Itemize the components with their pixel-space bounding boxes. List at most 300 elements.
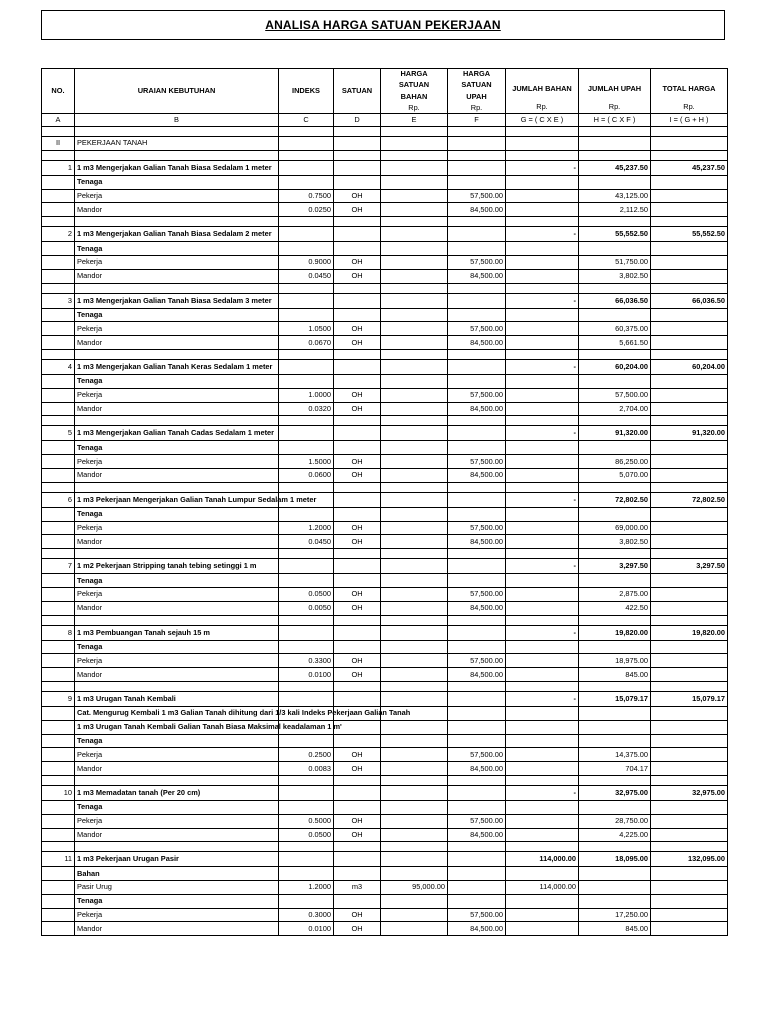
resource-satuan: OH (334, 336, 381, 350)
empty-cell (279, 349, 334, 359)
empty-cell (381, 625, 448, 640)
resource-jumlah-upah: 2,112.50 (579, 203, 651, 217)
empty-cell (381, 482, 448, 492)
empty-cell (579, 175, 651, 189)
item-jumlah-upah: 55,552.50 (579, 227, 651, 242)
table-row (42, 535, 728, 549)
resource-indeks: 0.0100 (279, 668, 334, 682)
item-row (42, 359, 728, 374)
empty-cell (651, 654, 728, 668)
resource-indeks: 0.2500 (279, 748, 334, 762)
empty-cell (651, 127, 728, 137)
empty-cell (651, 416, 728, 426)
empty-cell (448, 559, 506, 574)
empty-cell (651, 283, 728, 293)
resource-satuan: OH (334, 189, 381, 203)
empty-cell (448, 720, 506, 734)
group-row (42, 894, 728, 908)
empty-cell (42, 482, 75, 492)
empty-cell (75, 482, 279, 492)
item-jumlah-upah: 60,204.00 (579, 359, 651, 374)
header-satuan: SATUAN (334, 69, 381, 114)
empty-cell (42, 535, 75, 549)
empty-cell (279, 175, 334, 189)
empty-cell (42, 388, 75, 402)
resource-harga-bahan (381, 587, 448, 601)
empty-cell (506, 441, 579, 455)
empty-cell (334, 492, 381, 507)
empty-cell (651, 668, 728, 682)
empty-cell (279, 416, 334, 426)
resource-harga-bahan (381, 468, 448, 482)
group-row (42, 867, 728, 881)
empty-cell (381, 681, 448, 691)
empty-cell (381, 615, 448, 625)
empty-cell (279, 775, 334, 785)
table-row (42, 748, 728, 762)
resource-name: Mandor (75, 402, 279, 416)
resource-harga-bahan (381, 255, 448, 269)
empty-cell (579, 150, 651, 160)
empty-cell (42, 654, 75, 668)
resource-jumlah-upah: 69,000.00 (579, 521, 651, 535)
column-letter: E (381, 114, 448, 127)
resource-name: Mandor (75, 468, 279, 482)
resource-satuan: OH (334, 668, 381, 682)
resource-name: Mandor (75, 762, 279, 776)
empty-cell (279, 691, 334, 706)
empty-cell (651, 908, 728, 922)
empty-cell (381, 867, 448, 881)
group-row (42, 734, 728, 748)
empty-cell (448, 359, 506, 374)
group-row (42, 308, 728, 322)
resource-harga-upah: 57,500.00 (448, 388, 506, 402)
item-row (42, 426, 728, 441)
resource-harga-bahan (381, 203, 448, 217)
resource-harga-upah: 57,500.00 (448, 814, 506, 828)
empty-cell (448, 852, 506, 867)
resource-jumlah-upah: 4,225.00 (579, 828, 651, 842)
empty-cell (42, 842, 75, 852)
empty-cell (334, 227, 381, 242)
empty-cell (381, 720, 448, 734)
resource-jumlah-upah: 86,250.00 (579, 455, 651, 469)
empty-cell (448, 800, 506, 814)
group-row (42, 175, 728, 189)
table-row (42, 922, 728, 936)
empty-cell (448, 734, 506, 748)
empty-cell (75, 150, 279, 160)
item-total: 132,095.00 (651, 852, 728, 867)
resource-indeks: 1.2000 (279, 881, 334, 895)
resource-indeks: 0.0250 (279, 203, 334, 217)
table-row (42, 189, 728, 203)
empty-cell (279, 293, 334, 308)
resource-satuan: OH (334, 535, 381, 549)
empty-cell (334, 349, 381, 359)
empty-cell (506, 894, 579, 908)
empty-cell (506, 349, 579, 359)
spacer-row (42, 416, 728, 426)
item-description: 1 m3 Mengerjakan Galian Tanah Biasa Sedalam 2 meter (75, 227, 279, 242)
empty-cell (651, 308, 728, 322)
empty-cell (75, 127, 279, 137)
item-number: 11 (42, 852, 75, 867)
empty-cell (42, 881, 75, 895)
empty-cell (42, 255, 75, 269)
empty-cell (42, 269, 75, 283)
item-jumlah-upah: 3,297.50 (579, 559, 651, 574)
resource-satuan: OH (334, 468, 381, 482)
empty-cell (279, 127, 334, 137)
item-row (42, 293, 728, 308)
group-row (42, 374, 728, 388)
resource-satuan: OH (334, 455, 381, 469)
item-jumlah-bahan: - (506, 426, 579, 441)
resource-jumlah-upah: 60,375.00 (579, 322, 651, 336)
item-jumlah-upah: 32,975.00 (579, 785, 651, 800)
item-number: 7 (42, 559, 75, 574)
empty-cell (579, 283, 651, 293)
empty-cell (334, 150, 381, 160)
item-number: 6 (42, 492, 75, 507)
empty-cell (334, 426, 381, 441)
empty-cell (279, 150, 334, 160)
resource-harga-bahan: 95,000.00 (381, 881, 448, 895)
empty-cell (42, 922, 75, 936)
resource-satuan: OH (334, 402, 381, 416)
empty-cell (42, 217, 75, 227)
item-jumlah-bahan: - (506, 691, 579, 706)
empty-cell (381, 640, 448, 654)
item-note: Cat. Mengurug Kembali 1 m3 Galian Tanah dihitung dari 1/3 kali Indeks Pekerjaan Galian Tanah (75, 706, 279, 720)
empty-cell (279, 785, 334, 800)
column-letter: F (448, 114, 506, 127)
empty-cell (506, 416, 579, 426)
item-description: 1 m3 Mengerjakan Galian Tanah Keras Sedalam 1 meter (75, 359, 279, 374)
empty-cell (651, 203, 728, 217)
empty-cell (651, 441, 728, 455)
empty-cell (651, 762, 728, 776)
empty-cell (334, 127, 381, 137)
resource-harga-bahan (381, 402, 448, 416)
empty-cell (506, 574, 579, 588)
item-total: 19,820.00 (651, 625, 728, 640)
resource-satuan: OH (334, 255, 381, 269)
empty-cell (381, 507, 448, 521)
resource-indeks: 0.0450 (279, 535, 334, 549)
group-row (42, 574, 728, 588)
empty-cell (579, 574, 651, 588)
table-row (42, 322, 728, 336)
header-total-harga: TOTAL HARGA Rp. (651, 69, 728, 114)
item-total: 15,079.17 (651, 691, 728, 706)
empty-cell (279, 283, 334, 293)
empty-cell (448, 160, 506, 175)
empty-cell (381, 374, 448, 388)
resource-harga-bahan (381, 269, 448, 283)
empty-cell (579, 681, 651, 691)
resource-indeks: 0.0320 (279, 402, 334, 416)
resource-satuan: OH (334, 814, 381, 828)
resource-harga-upah: 57,500.00 (448, 587, 506, 601)
item-total: 66,036.50 (651, 293, 728, 308)
page-title-box (41, 10, 725, 40)
empty-cell (334, 559, 381, 574)
empty-cell (75, 681, 279, 691)
table-row (42, 762, 728, 776)
resource-harga-bahan (381, 762, 448, 776)
empty-cell (381, 492, 448, 507)
empty-cell (279, 374, 334, 388)
empty-cell (506, 308, 579, 322)
resource-harga-bahan (381, 601, 448, 615)
table-row (42, 654, 728, 668)
empty-cell (506, 283, 579, 293)
resource-harga-upah: 84,500.00 (448, 535, 506, 549)
empty-cell (381, 416, 448, 426)
empty-cell (448, 640, 506, 654)
item-jumlah-upah: 19,820.00 (579, 625, 651, 640)
empty-cell (579, 441, 651, 455)
empty-cell (448, 615, 506, 625)
empty-cell (334, 615, 381, 625)
resource-name: Mandor (75, 922, 279, 936)
resource-jumlah-bahan (506, 814, 579, 828)
resource-harga-upah: 57,500.00 (448, 748, 506, 762)
empty-cell (651, 482, 728, 492)
item-jumlah-upah: 91,320.00 (579, 426, 651, 441)
empty-cell (579, 894, 651, 908)
column-letter: A (42, 114, 75, 127)
empty-cell (651, 922, 728, 936)
empty-cell (506, 127, 579, 137)
table-row (42, 388, 728, 402)
item-row (42, 625, 728, 640)
empty-cell (506, 720, 579, 734)
item-jumlah-upah: 66,036.50 (579, 293, 651, 308)
empty-cell (381, 160, 448, 175)
spacer-row (42, 775, 728, 785)
resource-harga-bahan (381, 668, 448, 682)
header-jumlah-upah: JUMLAH UPAH Rp. (579, 69, 651, 114)
column-letter: C (279, 114, 334, 127)
empty-cell (448, 227, 506, 242)
resource-harga-bahan (381, 828, 448, 842)
empty-cell (448, 625, 506, 640)
resource-harga-bahan (381, 535, 448, 549)
empty-cell (448, 842, 506, 852)
resource-harga-bahan (381, 189, 448, 203)
resource-satuan: OH (334, 654, 381, 668)
item-number: 1 (42, 160, 75, 175)
group-label: Tenaga (75, 574, 279, 588)
resource-harga-upah: 57,500.00 (448, 189, 506, 203)
empty-cell (334, 785, 381, 800)
item-description: 1 m3 Pembuangan Tanah sejauh 15 m (75, 625, 279, 640)
item-jumlah-upah: 45,237.50 (579, 160, 651, 175)
empty-cell (334, 374, 381, 388)
table-row (42, 336, 728, 350)
item-jumlah-bahan: - (506, 359, 579, 374)
empty-cell (279, 549, 334, 559)
resource-jumlah-upah: 422.50 (579, 601, 651, 615)
empty-cell (381, 549, 448, 559)
item-description: 1 m3 Mengerjakan Galian Tanah Biasa Sedalam 3 meter (75, 293, 279, 308)
resource-jumlah-bahan (506, 269, 579, 283)
resource-indeks: 0.0050 (279, 601, 334, 615)
empty-cell (448, 374, 506, 388)
group-row (42, 507, 728, 521)
resource-satuan: OH (334, 203, 381, 217)
item-total: 91,320.00 (651, 426, 728, 441)
header-row (42, 69, 728, 114)
empty-cell (381, 283, 448, 293)
empty-cell (448, 217, 506, 227)
resource-harga-upah: 57,500.00 (448, 455, 506, 469)
empty-cell (334, 681, 381, 691)
empty-cell (279, 359, 334, 374)
empty-cell (42, 800, 75, 814)
resource-jumlah-bahan (506, 535, 579, 549)
empty-cell (334, 242, 381, 256)
empty-cell (448, 308, 506, 322)
empty-cell (279, 574, 334, 588)
empty-cell (651, 894, 728, 908)
resource-jumlah-bahan (506, 336, 579, 350)
item-jumlah-upah: 15,079.17 (579, 691, 651, 706)
item-note: 1 m3 Urugan Tanah Kembali Galian Tanah Biasa Maksimal keadalaman 1 m' (75, 720, 279, 734)
empty-cell (381, 852, 448, 867)
item-jumlah-upah: 72,802.50 (579, 492, 651, 507)
resource-indeks: 1.0000 (279, 388, 334, 402)
empty-cell (651, 402, 728, 416)
empty-cell (448, 574, 506, 588)
empty-cell (448, 426, 506, 441)
resource-harga-bahan (381, 922, 448, 936)
empty-cell (42, 601, 75, 615)
header-harga-upah: HARGA SATUAN UPAH Rp. (448, 69, 506, 114)
item-jumlah-bahan: - (506, 227, 579, 242)
empty-cell (42, 894, 75, 908)
resource-jumlah-bahan (506, 255, 579, 269)
item-jumlah-bahan: - (506, 785, 579, 800)
resource-harga-bahan (381, 908, 448, 922)
resource-harga-upah: 84,500.00 (448, 668, 506, 682)
group-label: Tenaga (75, 175, 279, 189)
empty-cell (42, 127, 75, 137)
empty-cell (579, 416, 651, 426)
empty-cell (651, 681, 728, 691)
empty-cell (42, 549, 75, 559)
empty-cell (42, 374, 75, 388)
empty-cell (651, 507, 728, 521)
empty-cell (506, 549, 579, 559)
empty-cell (334, 734, 381, 748)
empty-cell (579, 242, 651, 256)
empty-cell (448, 349, 506, 359)
empty-cell (279, 227, 334, 242)
empty-cell (42, 507, 75, 521)
table-row (42, 468, 728, 482)
empty-cell (651, 322, 728, 336)
spacer-row (42, 217, 728, 227)
empty-cell (334, 625, 381, 640)
empty-cell (651, 734, 728, 748)
resource-harga-bahan (381, 322, 448, 336)
empty-cell (448, 242, 506, 256)
empty-cell (651, 242, 728, 256)
table-row (42, 814, 728, 828)
header-uraian: URAIAN KEBUTUHAN (75, 69, 279, 114)
empty-cell (279, 160, 334, 175)
empty-cell (651, 521, 728, 535)
empty-cell (506, 217, 579, 227)
group-label: Tenaga (75, 640, 279, 654)
empty-cell (506, 507, 579, 521)
empty-cell (506, 615, 579, 625)
empty-cell (42, 349, 75, 359)
empty-cell (334, 800, 381, 814)
empty-cell (381, 217, 448, 227)
empty-cell (334, 549, 381, 559)
empty-cell (279, 625, 334, 640)
empty-cell (579, 720, 651, 734)
empty-cell (651, 640, 728, 654)
resource-jumlah-upah: 845.00 (579, 668, 651, 682)
item-description: 1 m3 Pekerjaan Urugan Pasir (75, 852, 279, 867)
empty-cell (579, 842, 651, 852)
empty-cell (506, 775, 579, 785)
resource-indeks: 0.7500 (279, 189, 334, 203)
empty-cell (42, 175, 75, 189)
empty-cell (75, 842, 279, 852)
empty-cell (42, 322, 75, 336)
table-row (42, 521, 728, 535)
header-no: NO. (42, 69, 75, 114)
item-row (42, 559, 728, 574)
group-label: Tenaga (75, 308, 279, 322)
item-jumlah-bahan: - (506, 492, 579, 507)
empty-cell (279, 441, 334, 455)
empty-cell (42, 867, 75, 881)
header-harga-bahan: HARGA SATUAN BAHAN Rp. (381, 69, 448, 114)
empty-cell (651, 455, 728, 469)
empty-cell (506, 374, 579, 388)
empty-cell (334, 574, 381, 588)
spacer-row (42, 482, 728, 492)
empty-cell (651, 615, 728, 625)
resource-jumlah-bahan (506, 908, 579, 922)
table-row (42, 402, 728, 416)
note-row (42, 706, 728, 720)
empty-cell (651, 867, 728, 881)
section-label: PEKERJAAN TANAH (75, 137, 279, 151)
empty-cell (651, 388, 728, 402)
resource-indeks: 0.0450 (279, 269, 334, 283)
resource-indeks: 1.0500 (279, 322, 334, 336)
empty-cell (579, 775, 651, 785)
resource-indeks: 0.0100 (279, 922, 334, 936)
empty-cell (579, 482, 651, 492)
resource-indeks: 0.9000 (279, 255, 334, 269)
empty-cell (42, 416, 75, 426)
resource-harga-upah: 57,500.00 (448, 322, 506, 336)
resource-name: Pekerja (75, 748, 279, 762)
group-row (42, 242, 728, 256)
empty-cell (651, 814, 728, 828)
